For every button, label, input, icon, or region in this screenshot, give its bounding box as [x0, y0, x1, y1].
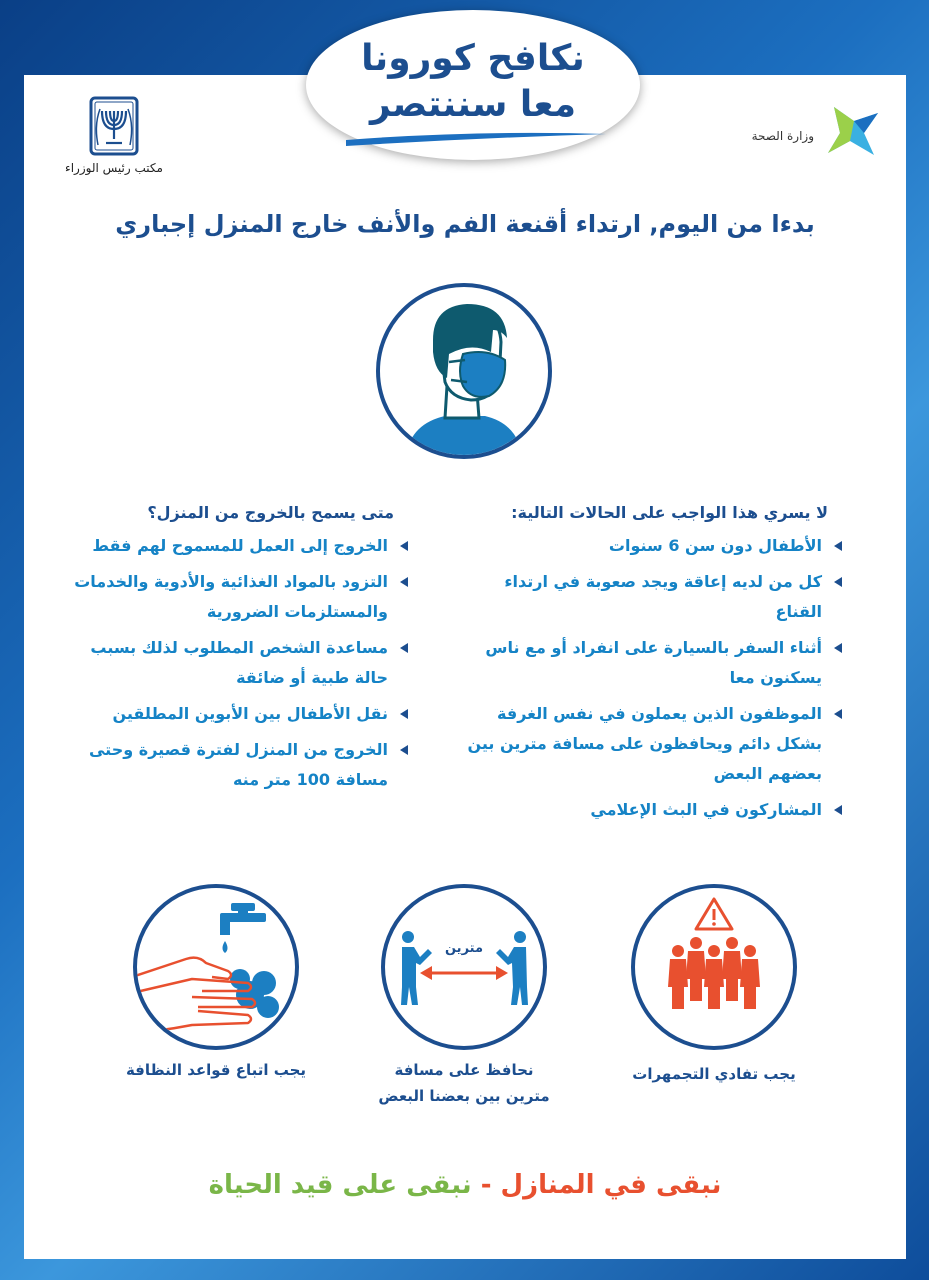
list-item: الخروج إلى العمل للمسموح لهم فقط [68, 531, 408, 561]
bullet-icon [400, 577, 408, 587]
ministry-logo [724, 103, 884, 163]
distance-label: مترين [444, 941, 484, 956]
title-line2: معا سننتصر [369, 84, 576, 125]
pm-office-logo [64, 95, 164, 176]
bullet-icon [834, 577, 842, 587]
social-distance-icon [380, 883, 548, 1051]
footer-slogan [24, 1170, 906, 1200]
footer-part1: نبقى في المنازل [500, 1170, 722, 1200]
bullet-icon [834, 541, 842, 551]
exceptions-title: لا يسري هذا الواجب على الحالات التالية: [511, 503, 828, 522]
distance-caption: نحافظ على مسافة مترين بين بعضنا البعض [378, 1061, 550, 1105]
footer-separator: - [471, 1170, 501, 1200]
allowed-list [68, 531, 408, 801]
footer-part2: نبقى على قيد الحياة [208, 1170, 472, 1200]
mask-person-icon [375, 282, 553, 460]
list-item: نقل الأطفال بين الأبوين المطلقين [68, 699, 408, 729]
list-item: مساعدة الشخص المطلوب لذلك بسبب حالة طبية أو ضائقة [68, 633, 408, 693]
swoosh-icon [346, 128, 606, 148]
bullet-icon [400, 745, 408, 755]
hygiene-caption: يجب اتباع قواعد النظافة [125, 1061, 307, 1079]
gatherings-caption: يجب تفادي التجمهرات [632, 1065, 796, 1083]
list-item: أثناء السفر بالسيارة على انفراد أو مع ناس يسكنون معا [462, 633, 842, 693]
bullet-icon [400, 643, 408, 653]
title-banner [306, 10, 640, 160]
list-item: التزود بالمواد الغذائية والأدوية والخدمات والمستلزمات الضرورية [68, 567, 408, 627]
pm-office-label: مكتب رئيس الوزراء [65, 161, 163, 175]
list-item: الخروج من المنزل لفترة قصيرة وحتى مسافة 100 متر منه [68, 735, 408, 795]
avoid-gatherings-icon [630, 883, 798, 1051]
list-item: كل من لديه إعاقة ويجد صعوبة في ارتداء القناع [462, 567, 842, 627]
allowed-title: متى يسمح بالخروج من المنزل؟ [147, 503, 394, 522]
bullet-icon [400, 709, 408, 719]
exceptions-list [462, 531, 842, 831]
star-logo-icon [820, 103, 882, 159]
hand-washing-icon [132, 883, 300, 1051]
list-item: المشاركون في البث الإعلامي [462, 795, 842, 825]
title-line1: نكافح كورونا [361, 38, 585, 79]
list-item: الموظفون الذين يعملون في نفس الغرفة بشكل دائم ويحافظون على مسافة مترين بين بعضهم البعض [462, 699, 842, 789]
list-item: الأطفال دون سن 6 سنوات [462, 531, 842, 561]
ministry-label: وزارة الصحة [751, 129, 814, 143]
bullet-icon [834, 805, 842, 815]
menorah-emblem-icon [88, 95, 140, 157]
headline: بدءا من اليوم, ارتداء أقنعة الفم والأنف خارج المنزل إجباري [115, 210, 815, 238]
bullet-icon [400, 541, 408, 551]
bullet-icon [834, 709, 842, 719]
poster-sheet [24, 75, 906, 1259]
bullet-icon [834, 643, 842, 653]
